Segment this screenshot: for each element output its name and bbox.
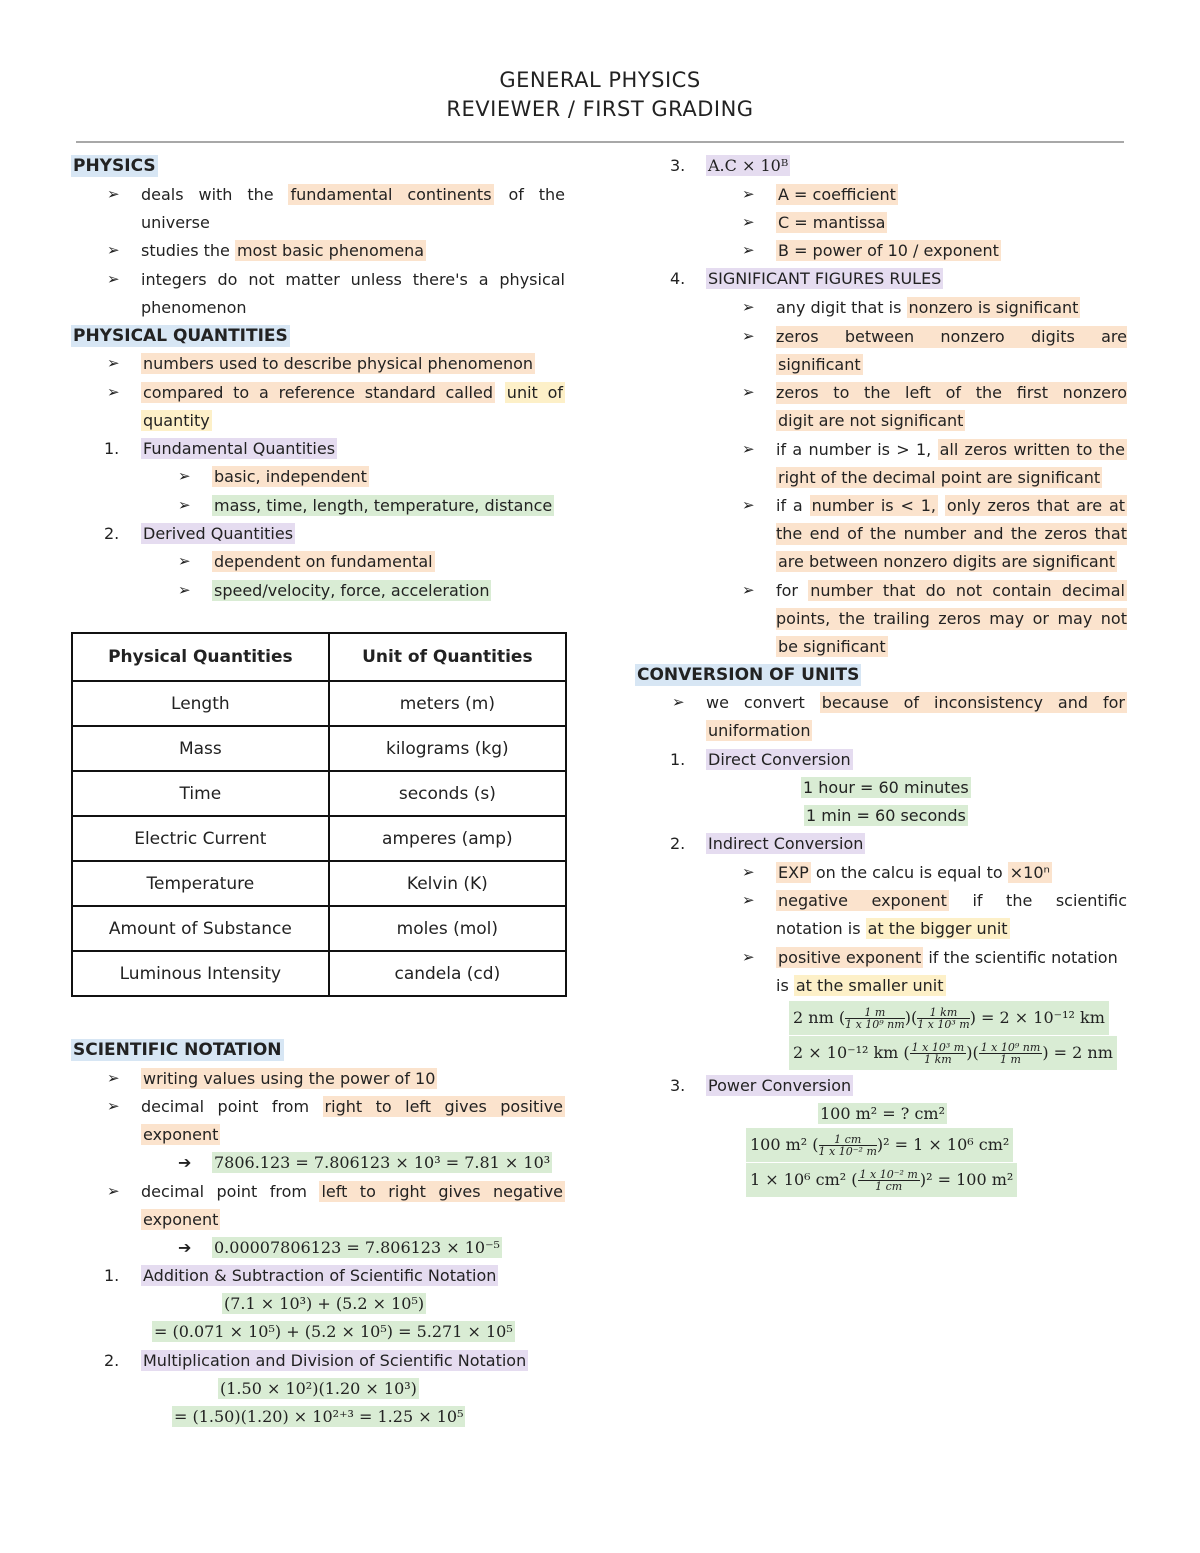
sub-bullet-text: A = coefficient xyxy=(778,185,896,204)
sub-bullet-text-cont: digit are not significant xyxy=(778,411,964,430)
table-cell: moles (mol) xyxy=(329,906,566,951)
bullet-text: writing values using the power of 10 xyxy=(143,1069,436,1088)
sub-bullet-text-cont: notation is at the bigger unit xyxy=(776,919,1008,938)
subheading-power: Power Conversion xyxy=(708,1076,852,1095)
sub-bullet-text: negative exponent if the scientific xyxy=(778,891,1127,910)
arrow-bullet-icon: ➢ xyxy=(742,185,755,203)
subheading-acb: A.C × 10ᴮ xyxy=(708,156,789,175)
arrow-bullet-icon: ➢ xyxy=(107,185,120,203)
table-cell: Time xyxy=(72,771,329,816)
subheading-sig-figs: SIGNIFICANT FIGURES RULES xyxy=(708,269,942,288)
section-heading-scientific-notation: SCIENTIFIC NOTATION xyxy=(73,1040,282,1060)
sub-bullet-text-cont: is at the smaller unit xyxy=(776,976,944,995)
table-cell: amperes (amp) xyxy=(329,816,566,861)
table-header: Physical Quantities xyxy=(72,633,329,681)
equation: (1.50 × 10²)(1.20 × 10³) xyxy=(220,1379,417,1398)
table-row xyxy=(72,816,566,861)
quantities-table xyxy=(71,632,567,997)
table-cell: Amount of Substance xyxy=(72,906,329,951)
table-cell: seconds (s) xyxy=(329,771,566,816)
bullet-text: studies the most basic phenomena xyxy=(141,241,425,260)
page-title: GENERAL PHYSICS xyxy=(499,68,701,92)
equation: (7.1 × 10³) + (5.2 × 10⁵) xyxy=(224,1294,425,1313)
bullet-text: decimal point from left to right gives negative xyxy=(141,1182,564,1201)
right-arrow-icon: ➔ xyxy=(178,1238,192,1257)
arrow-bullet-icon: ➢ xyxy=(107,270,120,288)
arrow-bullet-icon: ➢ xyxy=(107,383,120,401)
table-cell: Kelvin (K) xyxy=(329,861,566,906)
table-header-row xyxy=(72,633,566,681)
right-arrow-icon: ➔ xyxy=(178,1153,192,1172)
table-row xyxy=(72,951,566,996)
sub-bullet-text: EXP on the calcu is equal to ×10ⁿ xyxy=(778,863,1050,882)
table-cell: kilograms (kg) xyxy=(329,726,566,771)
sub-bullet-text: if a number is > 1, all zeros written to the xyxy=(776,440,1125,459)
equation: 1 hour = 60 minutes xyxy=(803,778,969,797)
sub-bullet-text-cont: significant xyxy=(778,355,861,374)
subheading-addition: Addition & Subtraction of Scientific Notation xyxy=(143,1266,497,1285)
sub-bullet-text-cont: the end of the number and the zeros that xyxy=(776,524,1127,543)
bullet-text: compared to a reference standard called unit of xyxy=(143,383,564,402)
table-cell: candela (cd) xyxy=(329,951,566,996)
arrow-bullet-icon: ➢ xyxy=(107,1182,120,1200)
bullet-text: numbers used to describe physical phenomenon xyxy=(143,354,534,373)
bullet-text-cont: phenomenon xyxy=(141,298,247,317)
sub-bullet-text: for number that do not contain decimal xyxy=(776,581,1126,600)
arrow-bullet-icon: ➢ xyxy=(742,440,755,458)
table-cell: Temperature xyxy=(72,861,329,906)
arrow-bullet-icon: ➢ xyxy=(742,213,755,231)
table-cell: Electric Current xyxy=(72,816,329,861)
arrow-bullet-icon: ➢ xyxy=(178,467,191,485)
table-cell: Length xyxy=(72,681,329,726)
sub-bullet-text-cont: points, the trailing zeros may or may not xyxy=(776,609,1127,628)
subheading-indirect: Indirect Conversion xyxy=(708,834,864,853)
table-header: Unit of Quantities xyxy=(329,633,566,681)
section-heading-physics: PHYSICS xyxy=(73,156,156,176)
equation: 1 min = 60 seconds xyxy=(806,806,966,825)
table-cell: meters (m) xyxy=(329,681,566,726)
bullet-text: decimal point from right to left gives positive xyxy=(141,1097,564,1116)
example-equation: 7806.123 = 7.806123 × 10³ = 7.81 × 10³ xyxy=(214,1153,551,1172)
table-row xyxy=(72,726,566,771)
bullet-text: integers do not matter unless there's a physical xyxy=(141,270,565,289)
sub-bullet-text-cont: be significant xyxy=(778,637,886,656)
conversion-equation: 2 × 10⁻¹² km ( $\frac{\text{1 x 10³ m}}{1 km}$ )( $\frac{\text{1 x 10⁹ nm}}{1 m}$ ) = 2 nm xyxy=(789,1036,1117,1070)
bullet-text-cont: exponent xyxy=(143,1210,219,1229)
table-row xyxy=(72,681,566,726)
equation: = (0.071 × 10⁵) + (5.2 × 10⁵) = 5.271 × 10⁵ xyxy=(154,1322,513,1341)
section-heading-conversion: CONVERSION OF UNITS xyxy=(637,665,860,685)
arrow-bullet-icon: ➢ xyxy=(178,552,191,570)
list-number: 2. xyxy=(670,834,686,853)
sub-bullet-text: C = mantissa xyxy=(778,213,886,232)
conversion-equation: 100 m² ( $\frac{1 cm}{\text{1 x 10⁻² m}}$ )² = 1 × 10⁶ cm² xyxy=(746,1128,1013,1162)
subheading-fundamental: Fundamental Quantities xyxy=(143,439,336,458)
arrow-bullet-icon: ➢ xyxy=(178,581,191,599)
table-row xyxy=(72,771,566,816)
bullet-text-cont: exponent xyxy=(143,1125,219,1144)
sub-bullet-text-cont: right of the decimal point are significant xyxy=(778,468,1101,487)
list-number: 1. xyxy=(104,439,120,458)
arrow-bullet-icon: ➢ xyxy=(742,327,755,345)
equation: = (1.50)(1.20) × 10²⁺³ = 1.25 × 10⁵ xyxy=(174,1407,464,1426)
example-equation: 0.00007806123 = 7.806123 × 10⁻⁵ xyxy=(214,1238,500,1257)
arrow-bullet-icon: ➢ xyxy=(742,948,755,966)
list-number: 2. xyxy=(104,524,120,543)
bullet-text-cont: quantity xyxy=(143,411,210,430)
conversion-equation: 1 × 10⁶ cm² ( $\frac{\text{1 x 10⁻² m}}{1 cm}$ )² = 100 m² xyxy=(746,1163,1017,1197)
sub-bullet-text: B = power of 10 / exponent xyxy=(778,241,999,260)
list-number: 3. xyxy=(670,1076,686,1095)
arrow-bullet-icon: ➢ xyxy=(107,1069,120,1087)
list-number: 3. xyxy=(670,156,686,175)
subheading-multiplication: Multiplication and Division of Scientific Notation xyxy=(143,1351,527,1370)
sub-bullet-text-cont: are between nonzero digits are significant xyxy=(778,552,1116,571)
arrow-bullet-icon: ➢ xyxy=(742,241,755,259)
table-cell: Luminous Intensity xyxy=(72,951,329,996)
conversion-equation: 2 nm ( $\frac{1 m}{\text{1 x 10⁹ nm}}$ )( $\frac{1 km}{\text{1 x 10³ m}}$ ) = 2 × 10⁻¹² km xyxy=(789,1001,1109,1035)
list-number: 4. xyxy=(670,269,686,288)
arrow-bullet-icon: ➢ xyxy=(107,354,120,372)
sub-bullet-text: mass, time, length, temperature, distance xyxy=(214,496,553,515)
sub-bullet-text: basic, independent xyxy=(214,467,367,486)
sub-bullet-text: if a number is < 1, only zeros that are at xyxy=(776,496,1126,515)
arrow-bullet-icon: ➢ xyxy=(742,298,755,316)
arrow-bullet-icon: ➢ xyxy=(742,581,755,599)
section-heading-physical-quantities: PHYSICAL QUANTITIES xyxy=(73,326,288,346)
bullet-text: deals with the fundamental continents of the xyxy=(141,185,566,204)
sub-bullet-text: any digit that is nonzero is significant xyxy=(776,298,1079,317)
equation: 100 m² = ? cm² xyxy=(820,1104,945,1123)
sub-bullet-text: dependent on fundamental xyxy=(214,552,433,571)
arrow-bullet-icon: ➢ xyxy=(742,891,755,909)
page-subtitle: REVIEWER / FIRST GRADING xyxy=(446,97,754,121)
arrow-bullet-icon: ➢ xyxy=(107,1097,120,1115)
arrow-bullet-icon: ➢ xyxy=(178,496,191,514)
bullet-text: we convert because of inconsistency and for xyxy=(706,693,1125,712)
arrow-bullet-icon: ➢ xyxy=(742,383,755,401)
subheading-derived: Derived Quantities xyxy=(143,524,294,543)
list-number: 1. xyxy=(670,750,686,769)
bullet-text-cont: universe xyxy=(141,213,210,232)
arrow-bullet-icon: ➢ xyxy=(742,496,755,514)
arrow-bullet-icon: ➢ xyxy=(672,693,685,711)
list-number: 1. xyxy=(104,1266,120,1285)
sub-bullet-text: zeros to the left of the first nonzero xyxy=(776,383,1127,402)
bullet-text-cont: uniformation xyxy=(708,721,811,740)
header-divider xyxy=(76,141,1124,143)
sub-bullet-text: positive exponent if the scientific notation xyxy=(778,948,1118,967)
arrow-bullet-icon: ➢ xyxy=(107,241,120,259)
subheading-direct: Direct Conversion xyxy=(708,750,851,769)
list-number: 2. xyxy=(104,1351,120,1370)
arrow-bullet-icon: ➢ xyxy=(742,863,755,881)
table-cell: Mass xyxy=(72,726,329,771)
sub-bullet-text: speed/velocity, force, acceleration xyxy=(214,581,490,600)
table-row xyxy=(72,861,566,906)
sub-bullet-text: zeros between nonzero digits are xyxy=(776,327,1127,346)
table-row xyxy=(72,906,566,951)
